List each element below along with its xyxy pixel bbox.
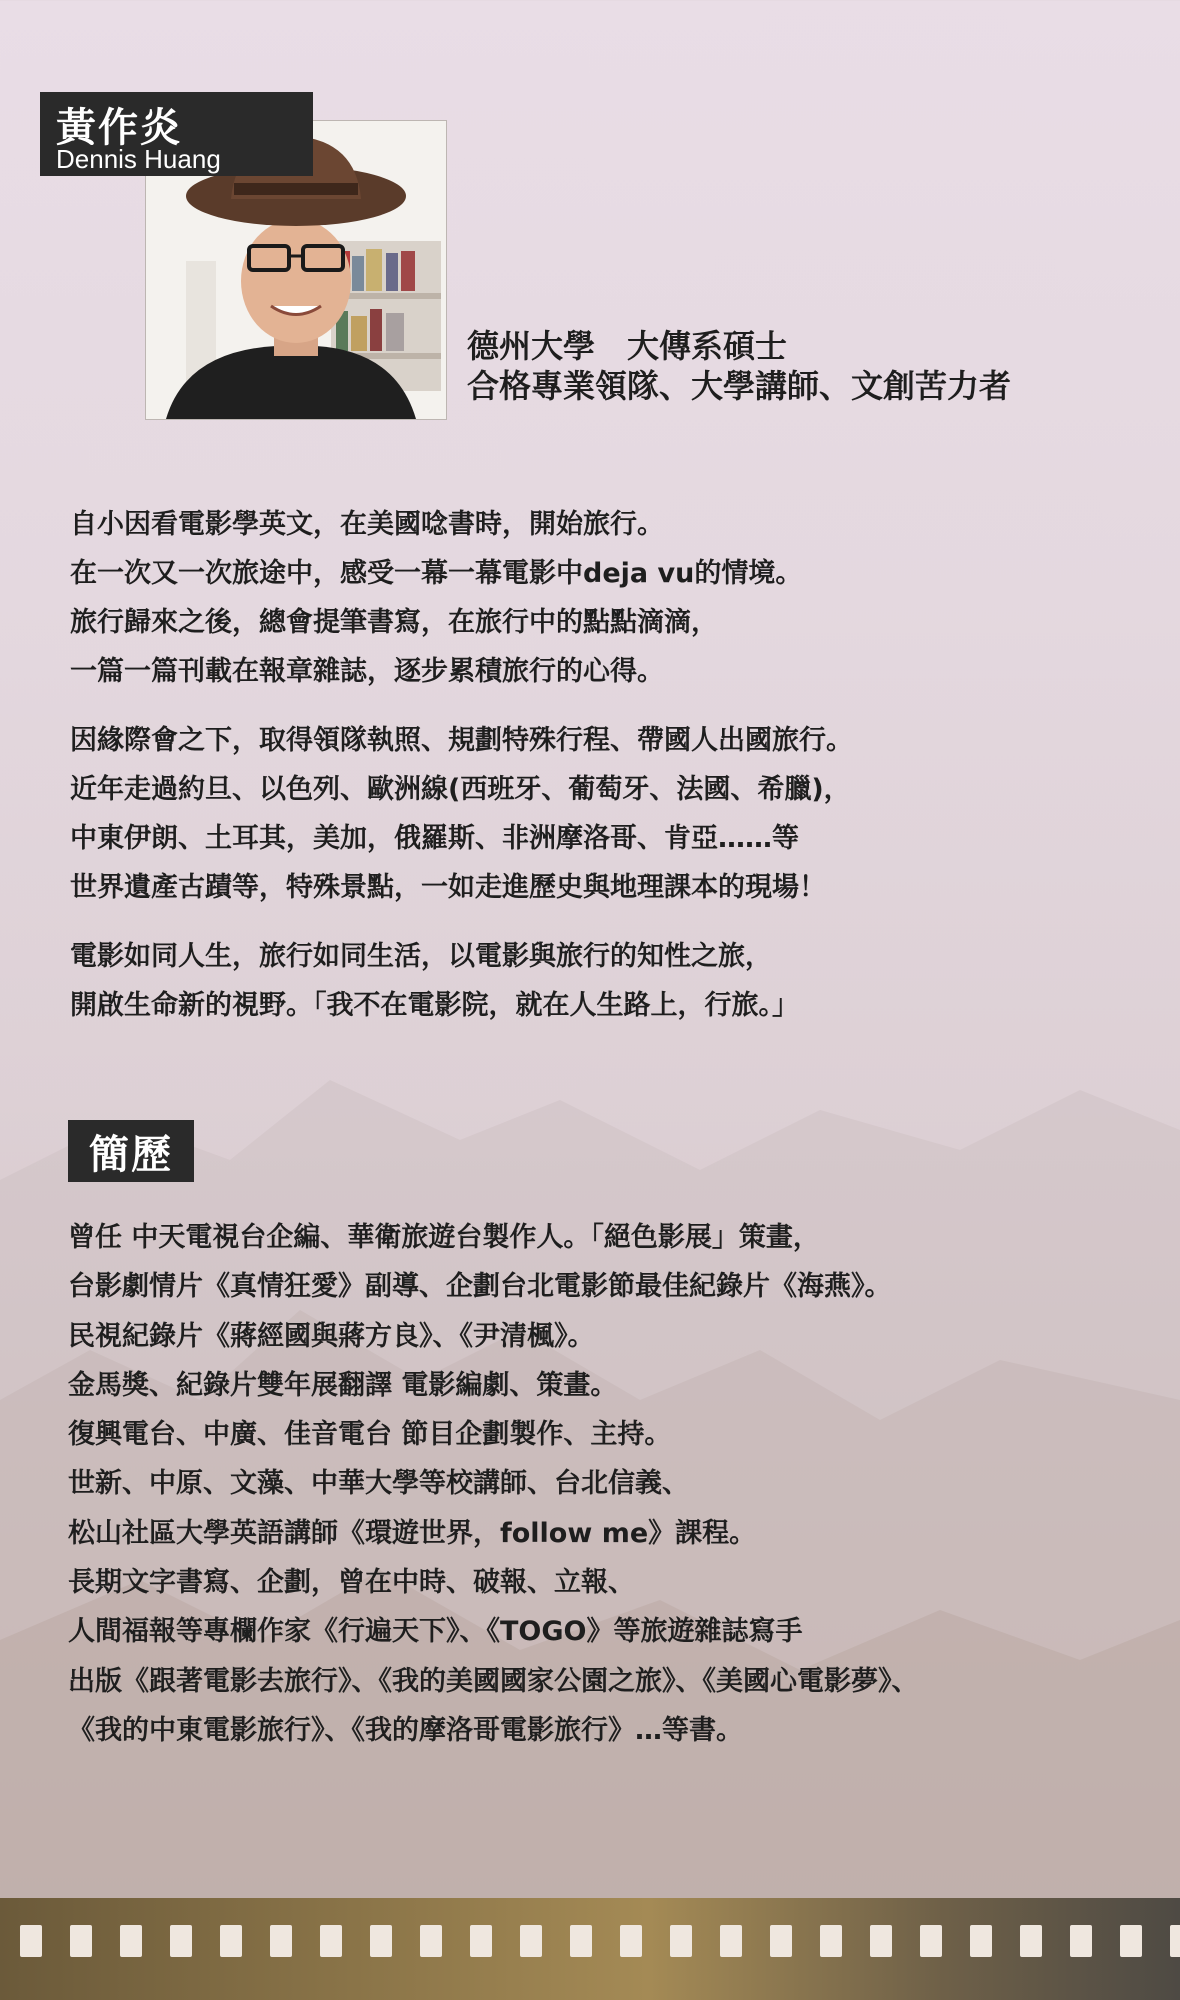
film-hole [1020, 1925, 1042, 1957]
film-strip [0, 1898, 1180, 2000]
history-line: 出版《跟著電影去旅行》、《我的美國國家公園之旅》、《美國心電影夢》、 [68, 1665, 919, 1697]
film-hole [920, 1925, 942, 1957]
intro-paragraph-3 [70, 932, 799, 1030]
film-hole [770, 1925, 792, 1957]
film-hole [870, 1925, 892, 1957]
film-hole [820, 1925, 842, 1957]
film-hole [670, 1925, 692, 1957]
history-line: 曾任 中天電視台企編、華衛旅遊台製作人。「絕色影展」策畫， [68, 1222, 820, 1253]
text-line: 自小因看電影學英文，在美國唸書時，開始旅行。 [70, 509, 664, 540]
film-hole [370, 1925, 392, 1957]
film-hole [520, 1925, 542, 1957]
name-chinese: 黃作炎 [56, 104, 182, 151]
film-hole [1120, 1925, 1142, 1957]
credential-line: 合格專業領隊、大學講師、文創苦力者 [467, 367, 1012, 405]
film-hole [120, 1925, 142, 1957]
text-line: 一篇一篇刊載在報章雜誌，逐步累積旅行的心得。 [70, 656, 664, 687]
intro-paragraph-2 [70, 716, 853, 912]
film-hole [320, 1925, 342, 1957]
text-line: 旅行歸來之後，總會提筆書寫，在旅行中的點點滴滴， [70, 607, 718, 638]
history-line: 人間福報等專欄作家《行遍天下》、《TOGO》等旅遊雜誌寫手 [68, 1616, 803, 1648]
text-line: 中東伊朗、土耳其，美加，俄羅斯、非洲摩洛哥、肯亞……等 [70, 823, 799, 854]
name-english: Dennis Huang [56, 144, 221, 174]
text-line: 在一次又一次旅途中，感受一幕一幕電影中deja vu的情境。 [70, 558, 803, 589]
film-hole [1070, 1925, 1092, 1957]
history-line: 長期文字書寫、企劃，曾在中時、破報、立報、 [68, 1567, 635, 1599]
history-line: 世新、中原、文藻、中華大學等校講師、台北信義、 [68, 1468, 689, 1500]
history-line: 《我的中東電影旅行》、《我的摩洛哥電影旅行》…等書。 [68, 1714, 743, 1746]
text-line: 近年走過約旦、以色列、歐洲線(西班牙、葡萄牙、法國、希臘)， [70, 774, 851, 805]
film-hole [20, 1925, 42, 1957]
name-label [40, 92, 313, 176]
history-list [68, 1213, 919, 1755]
film-hole [70, 1925, 92, 1957]
history-line: 金馬獎、紀錄片雙年展翻譯 電影編劇、策畫。 [68, 1369, 618, 1401]
text-line: 世界遺產古蹟等，特殊景點，一如走進歷史與地理課本的現場！ [70, 872, 826, 903]
film-hole [1170, 1925, 1180, 1957]
history-line: 民視紀錄片《蔣經國與蔣方良》、《尹清楓》。 [68, 1320, 595, 1352]
film-hole [220, 1925, 242, 1957]
history-line: 松山社區大學英語講師《環遊世界，follow me》課程。 [68, 1517, 757, 1549]
credentials [467, 326, 1011, 406]
text-line: 電影如同人生，旅行如同生活，以電影與旅行的知性之旅， [70, 941, 772, 972]
text-line: 開啟生命新的視野。「我不在電影院，就在人生路上，行旅。」 [70, 990, 799, 1021]
history-line: 復興電台、中廣、佳音電台 節目企劃製作、主持。 [68, 1419, 672, 1451]
text-line: 因緣際會之下，取得領隊執照、規劃特殊行程、帶國人出國旅行。 [70, 725, 853, 756]
film-hole [970, 1925, 992, 1957]
film-hole [470, 1925, 492, 1957]
film-holes [0, 1925, 1180, 1967]
film-hole [420, 1925, 442, 1957]
intro-paragraph-1 [70, 500, 802, 696]
film-hole [720, 1925, 742, 1957]
film-hole [570, 1925, 592, 1957]
film-hole [270, 1925, 292, 1957]
film-hole [170, 1925, 192, 1957]
credential-line: 德州大學 大傳系碩士 [467, 327, 788, 365]
history-line: 台影劇情片《真情狂愛》副導、企劃台北電影節最佳紀錄片《海燕》。 [68, 1271, 892, 1303]
history-heading: 簡歷 [68, 1120, 194, 1182]
film-hole [620, 1925, 642, 1957]
